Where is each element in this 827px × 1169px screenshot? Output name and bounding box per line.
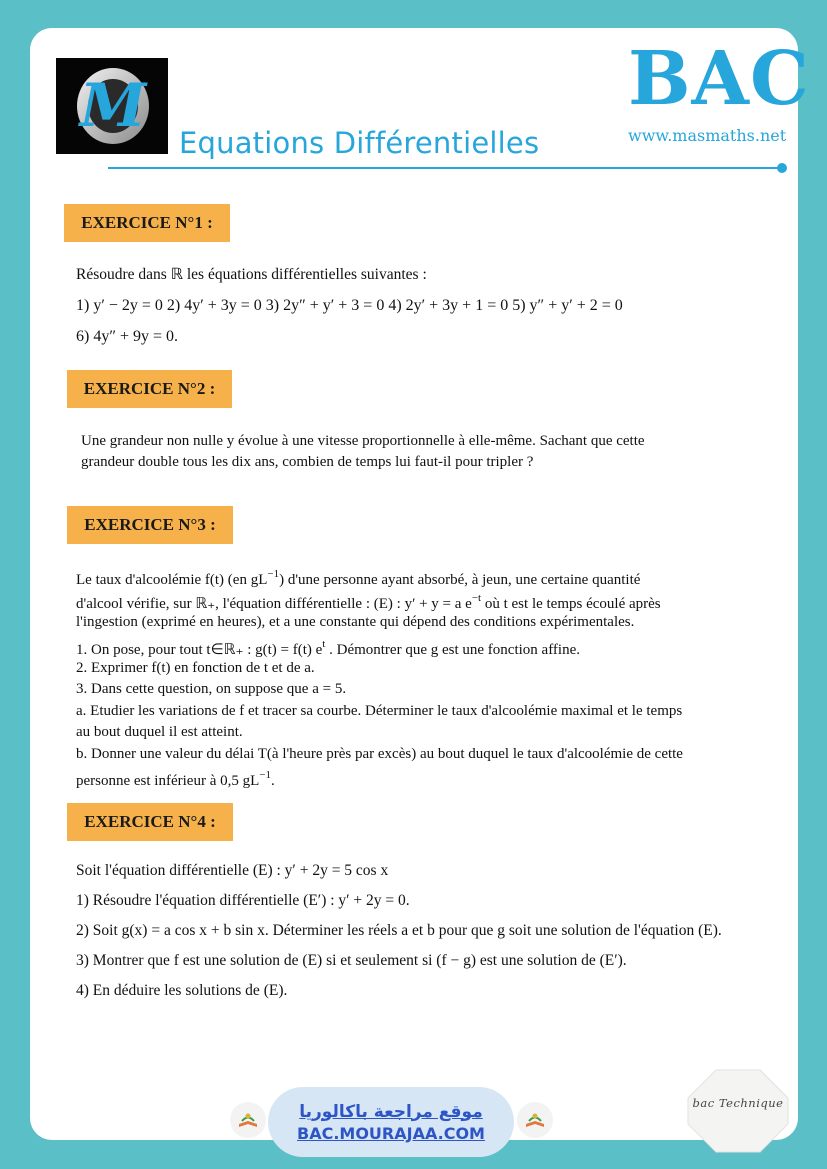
exercise-4-line-3: 2) Soit g(x) = a cos x + b sin x. Déterminer les réels a et b pour que g soit une solution de l'équation (E). <box>76 922 722 939</box>
exercise-3-line-8: au bout duquel il est atteint. <box>76 724 243 740</box>
exercise-3-line-4 <box>76 634 683 658</box>
exercise-3-line-1a: Le taux d'alcoolémie f(t) (en gL <box>76 572 268 588</box>
site-url: www.masmaths.net <box>628 126 787 145</box>
exponent: −1 <box>267 568 280 580</box>
footer-arabic-text[interactable]: موقع مراجعة باكالوريا <box>299 1101 483 1122</box>
exponent: t <box>322 637 326 650</box>
exercise-3-line-2a: d'alcool vérifie, sur ℝ₊, l'équation différentielle : (E) : y′ + y = a e <box>76 596 472 612</box>
footer-site-link[interactable] <box>268 1087 514 1157</box>
exercise-3-label: EXERCICE N°3 : <box>67 506 233 544</box>
title-divider <box>108 167 781 169</box>
exercise-3-line-10 <box>76 765 683 789</box>
exercise-2-text <box>81 431 645 473</box>
exercise-3-line-2 <box>76 588 683 612</box>
bac-technique-stamp <box>686 1068 790 1154</box>
exercise-4-label: EXERCICE N°4 : <box>67 803 233 841</box>
exercise-1-line-2: 1) y′ − 2y = 0 2) 4y′ + 3y = 0 3) 2y″ + y′ + 3 = 0 4) 2y′ + 3y + 1 = 0 5) y″ + y′ + 2 = 0 <box>76 297 623 314</box>
exponent: −1 <box>259 769 271 781</box>
exercise-1-line-1: Résoudre dans ℝ les équations différentielles suivantes : <box>76 266 427 283</box>
exercise-4-line-5: 4) En déduire les solutions de (E). <box>76 982 288 999</box>
bac-brand: BAC <box>628 36 810 122</box>
exercise-1-line-3: 6) 4y″ + 9y = 0. <box>76 328 179 345</box>
footer-url[interactable]: BAC.MOURAJAA.COM <box>297 1123 485 1143</box>
exercise-2-line-1: Une grandeur non nulle y évolue à une vitesse proportionnelle à elle-même. Sachant que cette <box>81 433 645 449</box>
exercise-2-line-2: grandeur double tous les dix ans, combien de temps lui faut-il pour tripler ? <box>81 454 534 470</box>
exercise-3-line-10b: . <box>271 773 275 789</box>
stamp-text: bac Technique <box>692 1096 784 1110</box>
exercise-3-line-1b: ) d'une personne ayant absorbé, à jeun, une certaine quantité <box>279 572 641 588</box>
exercise-1-text <box>76 264 623 357</box>
book-icon <box>517 1102 553 1138</box>
exercise-3-line-5: 2. Exprimer f(t) en fonction de t et de a. <box>76 659 315 676</box>
document-page <box>30 28 810 1143</box>
exercise-2-label: EXERCICE N°2 : <box>67 370 232 408</box>
exercise-3-line-6: 3. Dans cette question, on suppose que a = 5. <box>76 681 347 697</box>
exercise-3-line-2b: où t est le temps écoulé après <box>481 596 661 612</box>
exercise-3-line-4a: 1. On pose, pour tout t∈ℝ₊ : g(t) = f(t) e <box>76 641 323 658</box>
title-divider-dot <box>777 163 787 173</box>
exercise-3-line-7: a. Etudier les variations de f et tracer sa courbe. Déterminer le taux d'alcoolémie maximal et le temps <box>76 702 683 719</box>
exercise-3-text <box>76 564 683 789</box>
page-title: Equations Différentielles <box>179 126 540 160</box>
exercise-3-line-3: l'ingestion (exprimé en heures), et a une constante qui dépend des conditions expérimentales. <box>76 614 635 630</box>
exercise-4-line-4: 3) Montrer que f est une solution de (E) si et seulement si (f − g) est une solution de (E′). <box>76 952 627 969</box>
logo-letter: M <box>79 71 147 141</box>
exponent: −t <box>471 592 482 604</box>
book-icon <box>230 1102 266 1138</box>
masmaths-logo <box>56 58 168 154</box>
exercise-4-line-2: 1) Résoudre l'équation différentielle (E′) : y′ + 2y = 0. <box>76 892 410 909</box>
exercise-3-line-4b: . Démontrer que g est une fonction affine. <box>325 641 581 658</box>
exercise-4-line-1: Soit l'équation différentielle (E) : y′ + 2y = 5 cos x <box>76 862 389 879</box>
exercise-3-line-1 <box>76 564 683 588</box>
exercise-3-line-9: b. Donner une valeur du délai T(à l'heure près par excès) au bout duquel le taux d'alcoolémie de cette <box>76 745 683 762</box>
exercise-1-label: EXERCICE N°1 : <box>64 204 230 242</box>
exercise-3-line-10a: personne est inférieur à 0,5 gL <box>76 773 260 789</box>
exercise-4-text <box>76 860 722 1010</box>
